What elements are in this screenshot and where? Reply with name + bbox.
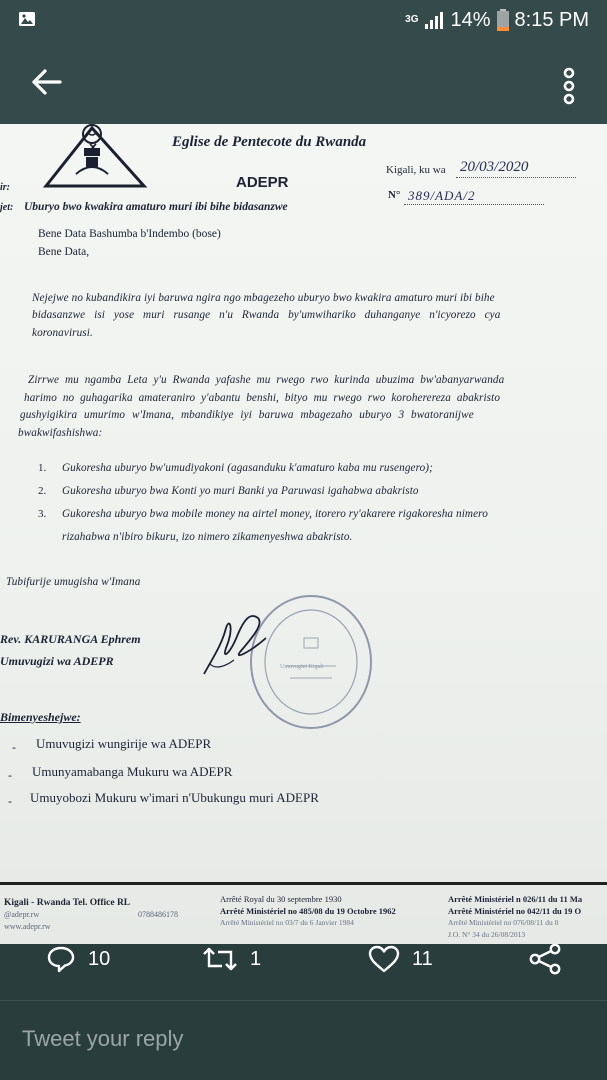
footer-decree-4: Arrêté Ministériel n 026/11 du 11 Ma bbox=[448, 894, 583, 904]
share-icon bbox=[528, 943, 562, 975]
footer-decree-2: Arrêté Ministériel no 485/08 du 19 Octobre 1962 bbox=[220, 906, 396, 916]
reply-count: 10 bbox=[88, 947, 111, 970]
heart-icon bbox=[368, 945, 400, 973]
more-vertical-icon[interactable] bbox=[557, 66, 581, 106]
adepr-logo bbox=[40, 124, 156, 190]
reply-divider bbox=[0, 1000, 607, 1001]
footer-email: @adepr.rw bbox=[4, 910, 40, 919]
footer-journal: J.O. N° 34 du 26/08/2013 bbox=[448, 930, 526, 939]
date-underline bbox=[456, 177, 576, 178]
paragraph-2-line-1: Zirrwe mu ngamba Leta y'u Rwanda yafashe mu rwego rwo kurinda ubuzima bw'abanyarwanda bbox=[28, 374, 505, 386]
battery-icon bbox=[497, 9, 509, 31]
footer-web: www.adepr.rw bbox=[4, 922, 51, 931]
paragraph-2-line-2: harimo no guhagarika amateraniro y'abantu benshi, bityo mu rwego rwo koroherereza abakristo bbox=[24, 392, 501, 404]
footer-decree-6: Arrêté Ministériel no 076/08/11 du 0 bbox=[448, 918, 559, 927]
subject-line: Uburyo bwo kwakira amaturo muri ibi bihe bidasanzwe bbox=[24, 201, 288, 213]
retweet-icon bbox=[202, 946, 238, 972]
cc-bullet-2: - bbox=[8, 768, 12, 782]
place-date-label: Kigali, ku wa bbox=[386, 164, 446, 176]
cc-heading: Bimenyeshejwe: bbox=[0, 710, 81, 724]
cc-item-2: Umunyamabanga Mukuru wa ADEPR bbox=[32, 764, 233, 779]
status-bar bbox=[0, 0, 607, 40]
battery-percent: 14% bbox=[450, 8, 491, 31]
retweet-action[interactable] bbox=[202, 934, 261, 984]
stamp-text: Umuvugizi Kigali bbox=[280, 664, 324, 670]
signal-icon bbox=[424, 11, 444, 29]
paragraph-1-line-1: Nejejwe no kubandikira iyi baruwa ngira ngo mbagezeho uburyo bwo kwakira amaturo muri ibi bihe bbox=[32, 292, 495, 304]
app-bar bbox=[0, 40, 607, 124]
reply-input[interactable] bbox=[20, 1020, 584, 1058]
cc-bullet-3: - bbox=[8, 794, 12, 808]
retweet-count: 1 bbox=[250, 947, 262, 970]
status-right bbox=[405, 6, 589, 34]
signer-name: Rev. KARURANGA Ephrem bbox=[0, 632, 141, 646]
paragraph-1-line-2: bidasanzwe isi yose muri rusange n'u Rwanda by'umwihariko duhanganye n'icyorezo cya bbox=[32, 309, 501, 321]
image-icon bbox=[18, 10, 36, 28]
org-name: ADEPR bbox=[236, 174, 289, 191]
subject-label: jet: bbox=[0, 202, 14, 213]
addressee-1: Bene Data Bashumba b'Indembo (bose) bbox=[38, 228, 221, 240]
letter-date: 20/03/2020 bbox=[460, 159, 529, 175]
ref-value: 389/ADA/2 bbox=[408, 188, 476, 203]
letter-document bbox=[0, 124, 607, 944]
comment-icon bbox=[46, 945, 76, 973]
addressee-2: Bene Data, bbox=[38, 246, 90, 258]
church-name: Eglise de Pentecote du Rwanda bbox=[172, 134, 367, 150]
paragraph-1-line-3: koronavirusi. bbox=[32, 327, 93, 339]
ref-label: N° bbox=[388, 189, 401, 201]
footer-contact: Kigali - Rwanda Tel. Office RL bbox=[4, 898, 131, 908]
footer-phone: 0788486178 bbox=[138, 910, 178, 919]
like-action[interactable] bbox=[368, 934, 433, 984]
footer-rule bbox=[0, 882, 607, 885]
tweet-photo[interactable] bbox=[0, 124, 607, 944]
margin-fragment: ir: bbox=[0, 182, 10, 193]
reply-action[interactable] bbox=[46, 934, 110, 984]
closing-line: Tubifurije umugisha w'Imana bbox=[6, 576, 141, 588]
paragraph-2-line-3: gushyigikira umurimo w'Imana, mbandikiye iyi baruwa mbagezaho uburyo 3 bwatoranijwe bbox=[20, 409, 474, 421]
list-number-1: 1. bbox=[38, 462, 47, 474]
list-number-3: 3. bbox=[38, 508, 47, 520]
tweet-actions bbox=[0, 934, 607, 984]
list-item-3-continued: rizahabwa n'ibiro bikuru, izo nimero zikamenyeshwa abakristo. bbox=[62, 531, 353, 543]
list-item-1: Gukoresha uburyo bw'umudiyakoni (agasanduku k'amaturo kaba mu rusengero); bbox=[62, 462, 433, 474]
list-item-3: Gukoresha uburyo bwa mobile money na airtel money, itorero ry'akarere rigakoresha nimero bbox=[62, 508, 488, 520]
paragraph-2-line-4: bwakwifashishwa: bbox=[18, 427, 103, 439]
arrow-left-icon[interactable] bbox=[26, 62, 66, 102]
footer-decree-5: Arrêté Ministériel no 042/11 du 19 O bbox=[448, 906, 582, 916]
clock: 8:15 PM bbox=[514, 8, 589, 31]
signer-title: Umuvugizi wa ADEPR bbox=[0, 654, 114, 668]
cc-item-3: Umuyobozi Mukuru w'imari n'Ubukungu muri ADEPR bbox=[30, 790, 319, 805]
share-action[interactable] bbox=[528, 934, 562, 984]
signature bbox=[196, 604, 276, 684]
cc-bullet-1: - bbox=[12, 740, 16, 754]
like-count: 11 bbox=[412, 947, 433, 970]
cc-item-1: Umuvugizi wungirije wa ADEPR bbox=[36, 736, 212, 751]
list-item-2: Gukoresha uburyo bwa Konti yo muri Banki ya Paruwasi igahabwa abakristo bbox=[62, 485, 419, 497]
ref-underline bbox=[404, 204, 544, 205]
list-number-2: 2. bbox=[38, 485, 47, 497]
footer-decree-1: Arrêté Royal du 30 septembre 1930 bbox=[220, 894, 342, 904]
footer-decree-3: Arrêté Ministériel no 03/7 du 6 Janvier 1984 bbox=[220, 918, 354, 927]
network-type: 3G bbox=[405, 14, 419, 25]
